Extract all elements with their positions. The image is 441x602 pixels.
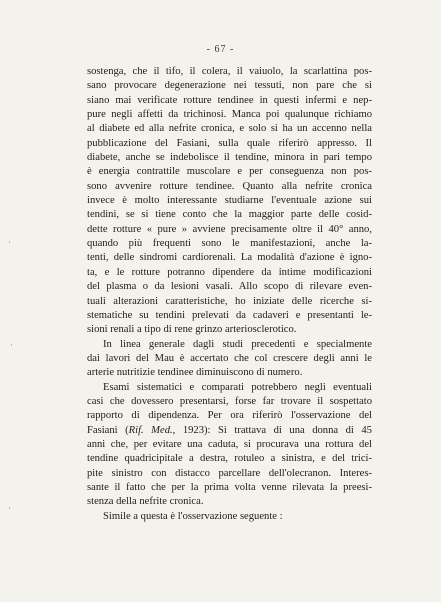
text-line: siano mai verificate rotture tendinee in questi infermi e nep- [87,94,372,106]
text-line: è energia contrattile muscolare e per conseguenza non pos- [87,166,372,178]
margin-mark: · [10,340,13,350]
text-line: sostenga, che il tifo, il colera, il vaiuolo, la scarlattina pos- [87,66,372,77]
margin-mark: · [8,503,11,513]
text-line: pure negli affetti da trichinosi. Manca poi qualunque richiamo [87,109,372,121]
paragraph [87,510,372,524]
text-line: del plasma o da lesioni vasali. Allo scopo di rilevare even- [87,281,372,293]
text-line: quando più frequenti sono le manifestazioni, anche la- [87,238,372,250]
paragraph [87,65,372,338]
paragraph [87,381,372,510]
text-line: al diabete ed alla nefrite cronica, e solo si ha un accenno nella [87,123,372,135]
text-line: dette rotture « pure » avviene precisamente oltre il 40° anno, [87,223,372,235]
citation-journal: Rif. Med. [128,424,173,436]
text-line: Esami sistematici e comparati potrebbero negli eventuali [103,381,372,393]
text-line: Simile a questa è l'osservazione seguente : [103,510,283,522]
text-line: In linea generale dagli studi precedenti e specialmente [103,338,372,350]
text-line: tendine quadricipitale a destra, rotuleo a sinistra, e del trici- [87,453,372,465]
text-line: arterie nutritizie tendinee diminuiscono di numero. [87,367,303,379]
text-line: sioni renali a tipo di rene grinzo arteriosclerotico. [87,324,297,336]
text-line: pite sinistro con distacco parcellare dell'olecranon. Interes- [87,467,372,479]
text-line: stematiche su tendini prelevati da cadaveri e presentanti le- [87,309,372,321]
margin-mark: · [8,237,11,247]
text-line: diabete, anche se indebolisce il tendine, minora in pari tempo [87,152,372,164]
text-line: casi che dovessero presentarsi, forse far trovare il sospettato [87,395,372,407]
text-line: ta, e le rotture potranno dipendere da intime modificazioni [87,266,372,278]
text-line: anni che, per evitare una caduta, si procurava una rottura del [87,438,372,450]
text-line: Fasiani (Rif. Med., 1923): Si trattava di una donna di 45 [87,424,372,436]
text-line: sante il fatto che per la prima volta venne rilevata la preesi- [87,481,372,493]
page-number: - 67 - [206,44,235,55]
text-line: stenza della nefrite cronica. [87,496,204,508]
text-line: tenti, delle sindromi cardiorenali. La modalità d'azione è igno- [87,252,372,264]
paragraph [87,338,372,381]
text-line: pubblicazione del Fasiani, sulla quale riferirò appresso. Il [87,137,372,149]
text-line: sono avvenire rotture tendinee. Quanto alla nefrite cronica [87,180,372,192]
text-line: invece è molto interessante studiarne l'eventuale azione sui [87,195,372,207]
text-line: tuali alterazioni caratteristiche, ho iniziate delle ricerche si- [87,295,372,307]
text-line: rapporto di dipendenza. Per ora riferirò l'osservazione del [87,410,372,422]
text-line: sano provocare degenerazione nei tessuti, non pare che si [87,80,372,92]
text-line: tendini, se si tiene conto che la maggior parte delle cosid- [87,209,372,221]
body-text [87,65,372,524]
text-line: dai lavori del Mau è accertato che col crescere degli anni le [87,352,372,364]
